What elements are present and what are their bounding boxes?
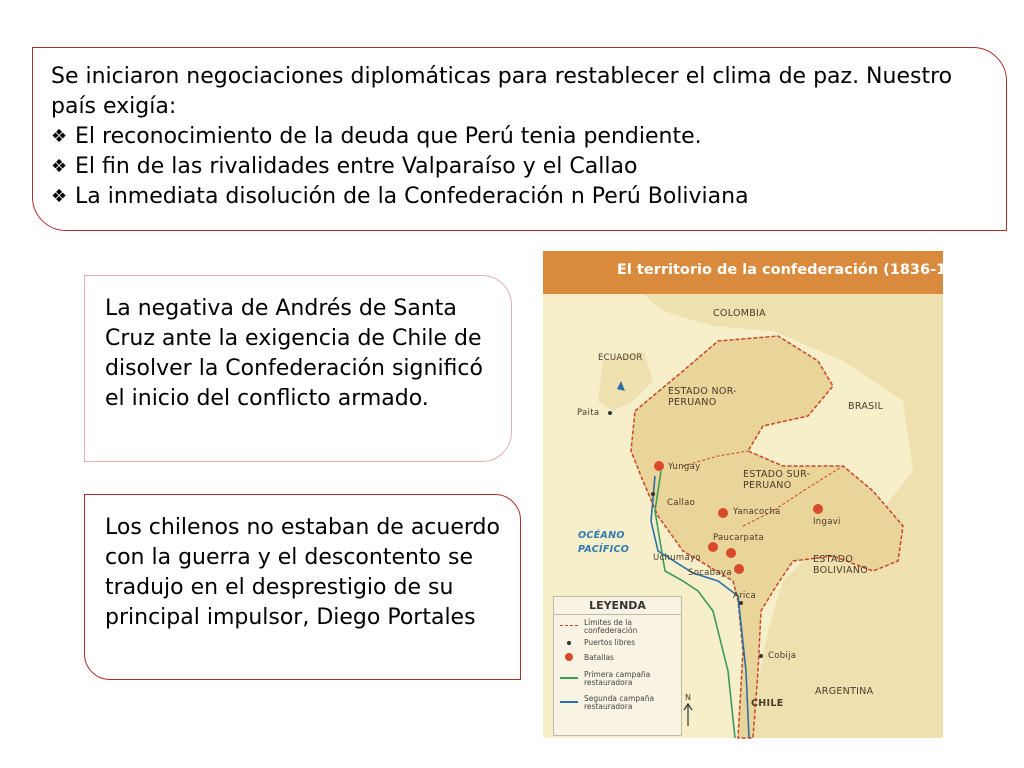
blue-arrow-icon [560,701,578,704]
label-argentina: ARGENTINA [815,686,874,697]
demands-box [32,47,1007,231]
label-estado-sur: ESTADO SUR-PERUANO [743,469,811,491]
port-dot-icon [567,641,571,645]
diamond-bullet-icon: ❖ [51,186,68,207]
legend-item: Segunda campaña restauradora [584,694,655,711]
discontent-box [84,494,521,680]
label-yanacocha: Yanacocha [733,507,781,517]
green-arrow-icon [560,677,578,680]
diamond-bullet-icon: ❖ [51,156,68,177]
battle-icon [565,653,573,661]
legend-title: LEYENDA [554,597,681,615]
map-legend [553,596,682,736]
label-estado-bol: ESTADO BOLIVIANO [813,554,869,576]
label-cobija: Cobija [768,651,797,661]
label-paita: Paita [577,408,600,418]
label-ingavi: Ingavi [813,517,841,527]
label-colombia: COLOMBIA [713,308,766,319]
demand-item [51,122,988,152]
discontent-text: Los chilenos no estaban de acuerdo con la guerra y el descontento se tradujo en el desprestigio de su principal impulsor, Diego Portales [105,515,500,630]
demand-text: El fin de las rivalidades entre Valparaíso y el Callao [75,154,638,179]
demand-text: La inmediata disolución de la Confederación n Perú Boliviana [75,184,749,209]
legend-item: Puertos libres [584,638,636,647]
legend-item: Primera campaña restauradora [584,670,651,687]
map-title: El territorio de la confederación (1836-1839) [617,262,984,278]
demands-intro: Se iniciaron negociaciones diplomáticas para restablecer el clima de paz. Nuestro país exigía: [51,64,953,119]
demand-item [51,152,988,182]
label-brasil: BRASIL [848,401,884,412]
legend-item: Batallas [584,653,614,662]
label-oceano: OCÉANO PACÍFICO [578,530,630,555]
label-socabaya: Socabaya [688,568,732,578]
label-uchumayo: Uchumayo [653,553,701,563]
north-arrow-label: N [685,693,692,702]
label-ecuador: ECUADOR [598,353,643,363]
label-chile: CHILE [751,698,784,709]
label-paucarpata: Paucarpata [713,533,764,543]
demand-text: El reconocimiento de la deuda que Perú tenia pendiente. [75,124,702,149]
refusal-box [84,275,512,462]
border-line-icon [560,625,578,627]
confederation-map [543,251,984,738]
legend-item: Límites de la confederación [584,618,638,635]
label-yungay: Yungay [668,462,701,472]
label-callao: Callao [667,498,696,508]
label-estado-nor: ESTADO NOR-PERUANO [668,386,737,408]
demand-item [51,182,988,212]
label-arica: Arica [733,591,757,601]
refusal-text: La negativa de Andrés de Santa Cruz ante la exigencia de Chile de disolver la Confederación significó el inicio del conflicto armado. [105,296,483,411]
diamond-bullet-icon: ❖ [51,126,68,147]
